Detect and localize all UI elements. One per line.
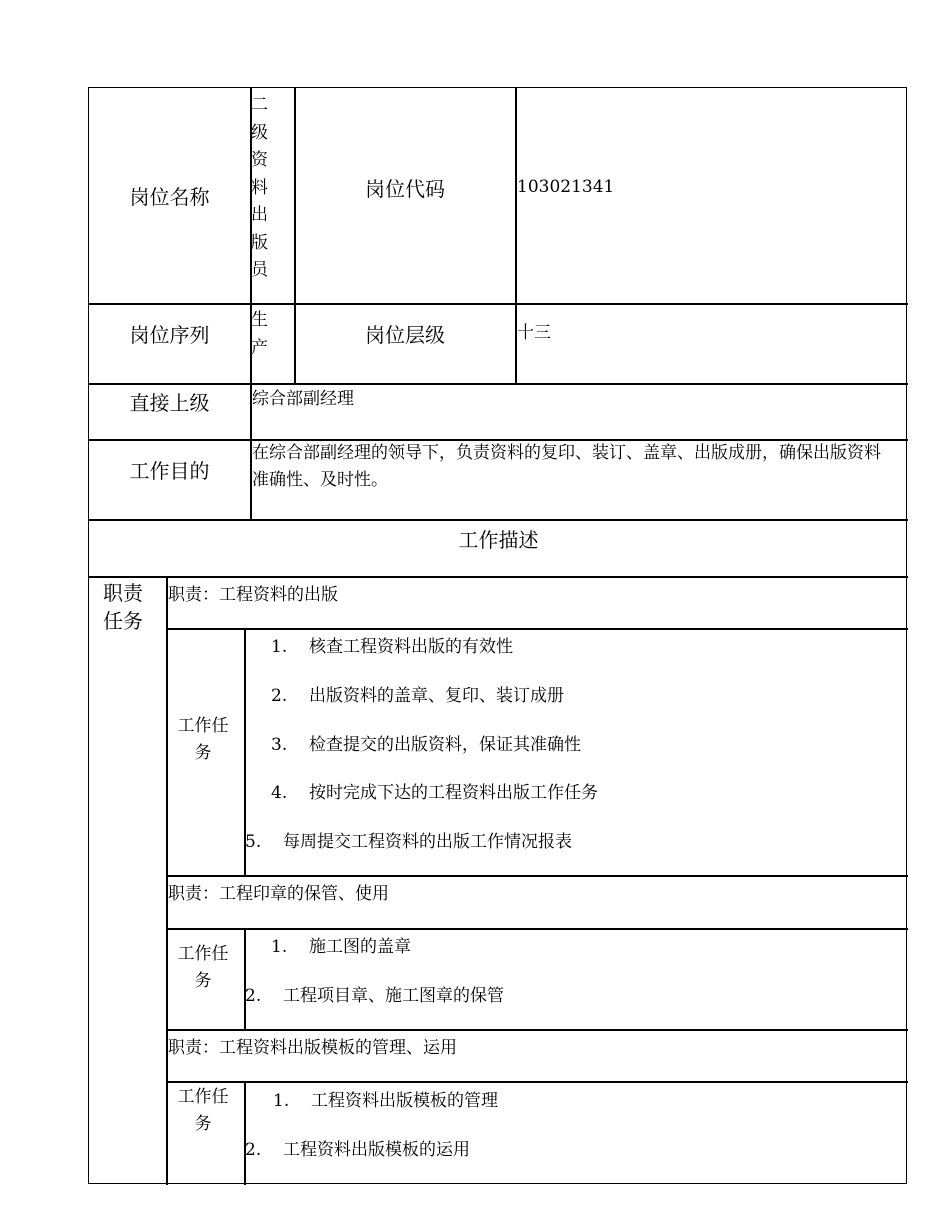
task-item <box>271 778 598 803</box>
row-divider <box>166 928 908 930</box>
task-number: 2. <box>271 686 288 706</box>
task-label: 工作任务 <box>177 1087 229 1134</box>
task-text: 施工图的盖章 <box>309 937 411 957</box>
task-number: 2. <box>245 1140 262 1160</box>
task-item <box>271 681 564 706</box>
task-item <box>245 981 504 1006</box>
purpose-value: 在综合部副经理的领导下，负责资料的复印、装订、盖章、出版成册，确保出版资料准确性、及时性。 <box>252 443 881 490</box>
task-text: 检查提交的出版资料，保证其准确性 <box>309 735 581 755</box>
position-level-value: 十三 <box>517 323 551 343</box>
task-number: 1. <box>271 637 288 657</box>
position-series-label: 岗位序列 <box>129 322 210 347</box>
task-item <box>271 932 411 957</box>
description-title: 工作描述 <box>458 527 539 552</box>
task-text: 每周提交工程资料的出版工作情况报表 <box>283 832 572 852</box>
row-divider <box>89 576 908 578</box>
task-item <box>245 1135 470 1160</box>
task-number: 3. <box>271 735 288 755</box>
position-name-value: 二级资料出版员 <box>251 95 268 280</box>
task-text: 工程资料出版模板的运用 <box>283 1140 470 1160</box>
task-number: 2. <box>245 986 262 1006</box>
task-text: 工程项目章、施工图章的保管 <box>283 986 504 1006</box>
row-divider <box>166 628 908 630</box>
task-number: 1. <box>271 937 288 957</box>
task-text: 核查工程资料出版的有效性 <box>309 637 513 657</box>
task-text: 按时完成下达的工程资料出版工作任务 <box>309 783 598 803</box>
task-item <box>273 1086 498 1111</box>
purpose-label: 工作目的 <box>129 458 210 483</box>
row-divider <box>166 875 908 877</box>
task-number: 4. <box>271 783 288 803</box>
position-code-label: 岗位代码 <box>365 176 445 201</box>
column-divider <box>244 928 246 1029</box>
task-item <box>271 730 581 755</box>
superior-value: 综合部副经理 <box>252 389 354 409</box>
job-description-table <box>88 87 907 1184</box>
row-divider <box>166 1029 908 1031</box>
task-text: 出版资料的盖章、复印、装订成册 <box>309 686 564 706</box>
duty-title: 职责：工程资料出版模板的管理、运用 <box>168 1038 457 1058</box>
position-series-value: 生产 <box>251 310 268 358</box>
position-name-label: 岗位名称 <box>129 185 210 209</box>
duties-label: 职责任务 <box>103 581 143 633</box>
position-level-label: 岗位层级 <box>365 322 445 347</box>
duty-title: 职责：工程印章的保管、使用 <box>168 884 389 904</box>
duty-title: 职责：工程资料的出版 <box>168 585 338 605</box>
row-divider <box>166 1081 908 1083</box>
task-item <box>271 632 513 657</box>
column-divider <box>244 1081 246 1185</box>
task-text: 工程资料出版模板的管理 <box>311 1091 498 1111</box>
superior-label: 直接上级 <box>129 390 210 415</box>
position-code-value: 103021341 <box>517 177 615 197</box>
task-number: 1. <box>273 1091 290 1111</box>
task-number: 5. <box>245 832 262 852</box>
task-item <box>245 827 572 852</box>
task-label: 工作任务 <box>177 716 229 763</box>
task-label: 工作任务 <box>177 944 229 991</box>
